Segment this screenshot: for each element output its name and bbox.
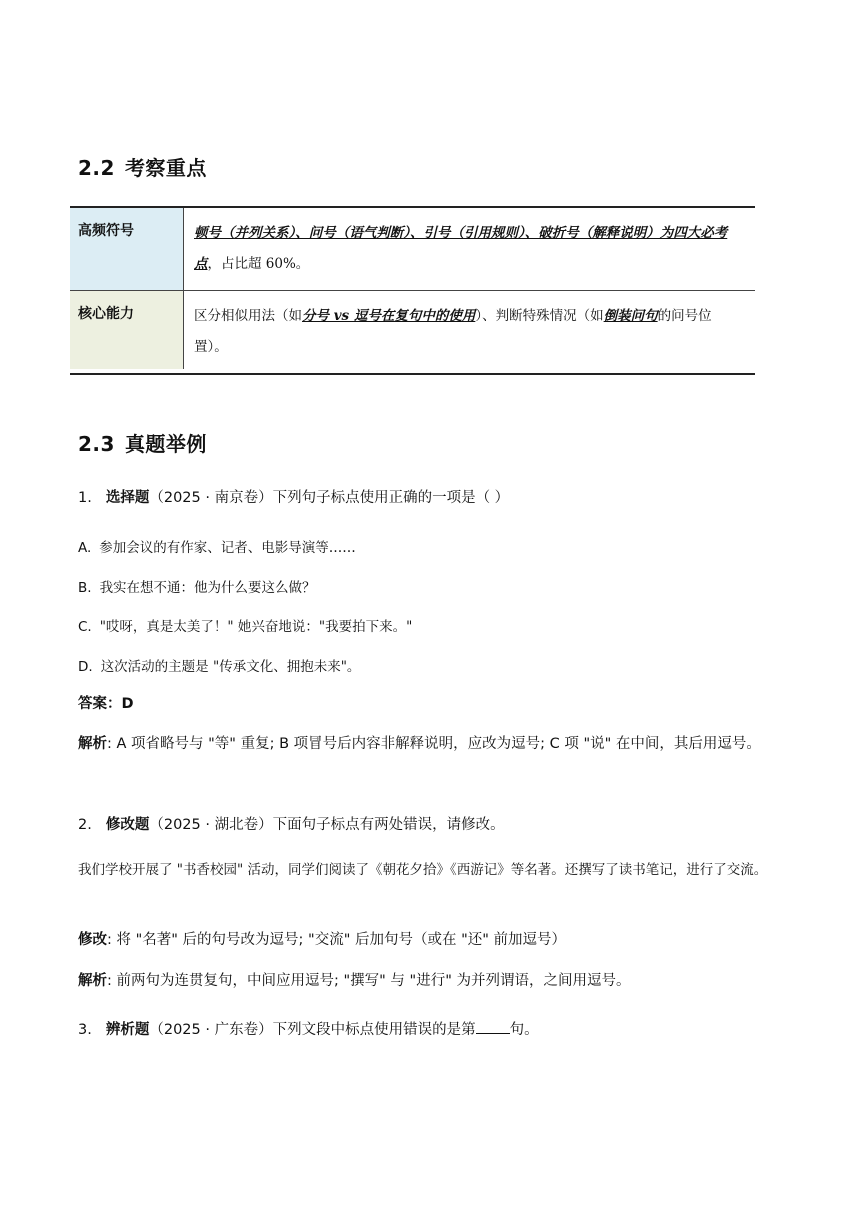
question-2-fix: 修改: 将 "名著" 后的句号改为逗号; "交流" 后加句号（或在 "还" 前加逗号）	[78, 932, 567, 948]
option-c: C. "哎呀，真是太美了！" 她兴奋地说："我要拍下来。"	[78, 619, 413, 635]
row-label: 高频符号	[70, 208, 184, 290]
option-d: D. 这次活动的主题是 "传承文化、拥抱未来"。	[78, 659, 361, 675]
section-heading-focus: 2.2 考察重点	[78, 156, 207, 180]
question-2-analysis: 解析: 前两句为连贯复句，中间应用逗号; "撰写" 与 "进行" 为并列谓语，之间用逗号。	[78, 973, 631, 989]
table-row-high-frequency	[70, 208, 755, 290]
question-2-stem: 2. 修改题（2025 · 湖北卷）下面句子标点有两处错误，请修改。	[78, 817, 505, 833]
question-1-answer: 答案：D	[78, 696, 134, 712]
question-3-stem: 3. 辨析题（2025 · 广东卷）下列文段中标点使用错误的是第 句。	[78, 1014, 788, 1046]
focus-table	[70, 206, 755, 375]
table-row-core-ability	[70, 290, 755, 373]
section-heading-examples: 2.3 真题举例	[78, 432, 207, 456]
question-1-analysis: 解析: A 项省略号与 "等" 重复; B 项冒号后内容非解释说明，应改为逗号; C 项 "说" 在中间，其后用逗号。	[78, 736, 761, 752]
answer-blank	[476, 1019, 510, 1034]
row-label: 核心能力	[70, 291, 184, 369]
question-1-stem: 1. 选择题（2025 · 南京卷）下列句子标点使用正确的一项是（ ）	[78, 490, 510, 506]
option-a: A. 参加会议的有作家、记者、电影导演等……	[78, 540, 356, 556]
option-b: B. 我实在想不通：他为什么要这么做？	[78, 580, 316, 596]
row-content: 区分相似用法（如分号 vs 逗号在复句中的使用）、判断特殊情况（如倒装问句的问号位置）。	[194, 308, 712, 355]
question-2-passage: 我们学校开展了 "书香校园" 活动，同学们阅读了《朝花夕拾》《西游记》等名著。还撰写了读书笔记，进行了交流。	[78, 862, 768, 878]
row-content: 顿号（并列关系）、问号（语气判断）、引号（引用规则）、破折号（解释说明）为四大必考点，占比超 60%。	[194, 225, 728, 272]
